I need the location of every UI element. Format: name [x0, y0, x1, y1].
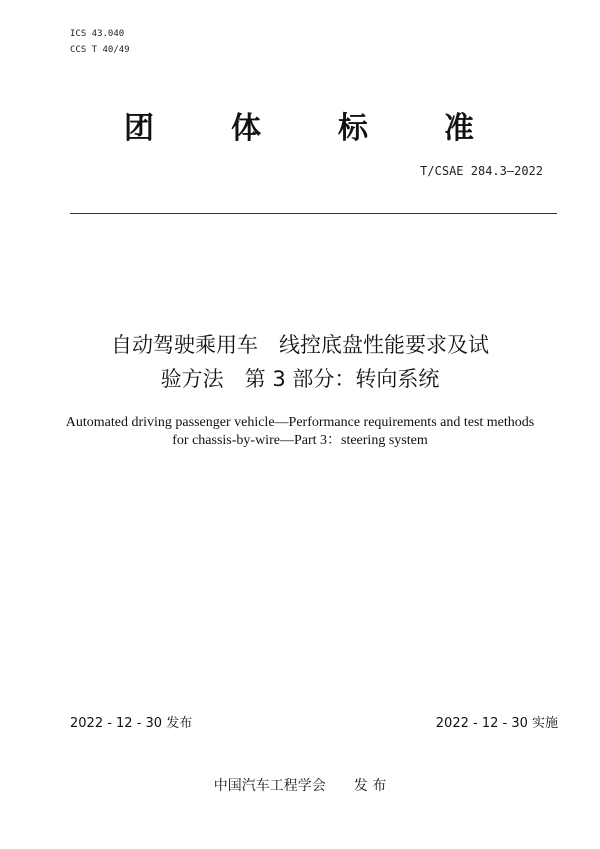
title-chinese-line-1: 自动驾驶乘用车 线控底盘性能要求及试 [111, 333, 489, 357]
standard-type-char: 准 [444, 111, 474, 146]
standard-type-heading [0, 107, 600, 157]
title-chinese-line-2: 验方法 第 3 部分：转向系统 [160, 367, 440, 391]
standard-number: T/CSAE 284.3—2022 [420, 164, 543, 178]
publisher-organization: 中国汽车工程学会 [213, 778, 326, 794]
release-date: 2022 - 12 - 30 发布 [70, 716, 193, 731]
title-english-line-1: Automated driving passenger vehicle—Performance requirements and test methods [65, 415, 535, 430]
header-divider [70, 213, 557, 214]
ics-code: ICS 43.040 [70, 29, 125, 39]
implementation-date: 2022 - 12 - 30 实施 [435, 716, 558, 731]
standard-type-char: 标 [338, 111, 368, 146]
ccs-code: CCS T 40/49 [70, 45, 130, 55]
standard-type-char: 体 [231, 111, 261, 146]
title-english-line-2: for chassis-by-wire—Part 3：steering system [172, 433, 428, 448]
publisher-action: 发 布 [353, 778, 387, 794]
standard-type-char: 团 [124, 111, 154, 146]
classification-codes [70, 26, 130, 58]
publisher-line [0, 776, 600, 796]
